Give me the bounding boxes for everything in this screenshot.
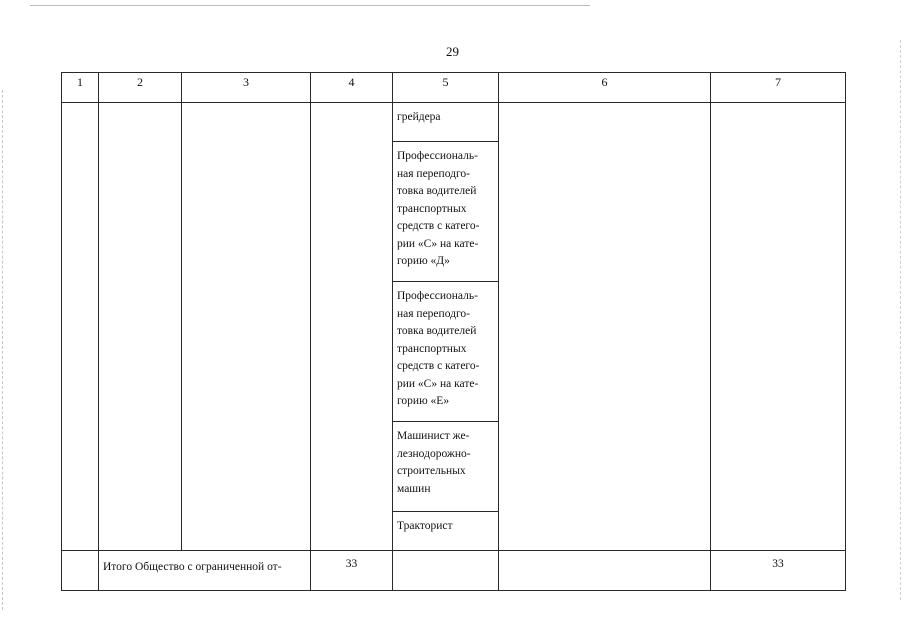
- total-cell-col4: [311, 551, 393, 591]
- header-cell-1: 1: [62, 73, 99, 103]
- header-cell-5: 5: [393, 73, 499, 103]
- total-value-col4: 33: [345, 558, 358, 570]
- body-cell-col5: [393, 103, 499, 551]
- total-label-cell: [99, 551, 311, 591]
- body-cell-col1: [62, 103, 99, 551]
- column5-entry: Машинист же-лезнодорожно-строительных машин: [393, 422, 498, 512]
- body-cell-col7: [711, 103, 846, 551]
- scan-edge-right: [900, 40, 901, 600]
- body-cell-col4: [311, 103, 393, 551]
- column5-entry: грейдера: [393, 103, 498, 142]
- table-row: [62, 103, 846, 551]
- table-header-row: [62, 73, 846, 103]
- header-cell-2: 2: [99, 73, 182, 103]
- document-table: [61, 72, 846, 591]
- column5-entry: Тракторист: [397, 520, 453, 532]
- total-cell-col6: [499, 551, 711, 591]
- scan-edge-left: [2, 90, 3, 610]
- total-cell-col5: [393, 551, 499, 591]
- column5-stack: [393, 103, 498, 550]
- body-cell-col3: [182, 103, 311, 551]
- total-value-col7: 33: [772, 558, 784, 570]
- total-cell-col1: [62, 551, 99, 591]
- body-cell-col6: [499, 103, 711, 551]
- header-cell-3: 3: [182, 73, 311, 103]
- total-label: Итого Общество с ограниченной от-: [103, 561, 282, 573]
- header-cell-4: 4: [311, 73, 393, 103]
- header-cell-6: 6: [499, 73, 711, 103]
- page-number: 29: [446, 44, 459, 59]
- body-cell-col2: [99, 103, 182, 551]
- column5-entry: Профессиональ-ная переподго-товка водителей транспортных средств с катего-рии «С» на кате-горию «Е»: [393, 282, 498, 422]
- total-row: [62, 551, 846, 591]
- scan-edge-top: [30, 5, 590, 6]
- header-cell-7: 7: [711, 73, 846, 103]
- column5-entry: Профессиональ-ная переподго-товка водителей транспортных средств с катего-рии «С» на кате-горию «Д»: [393, 142, 498, 282]
- total-cell-col7: [711, 551, 846, 591]
